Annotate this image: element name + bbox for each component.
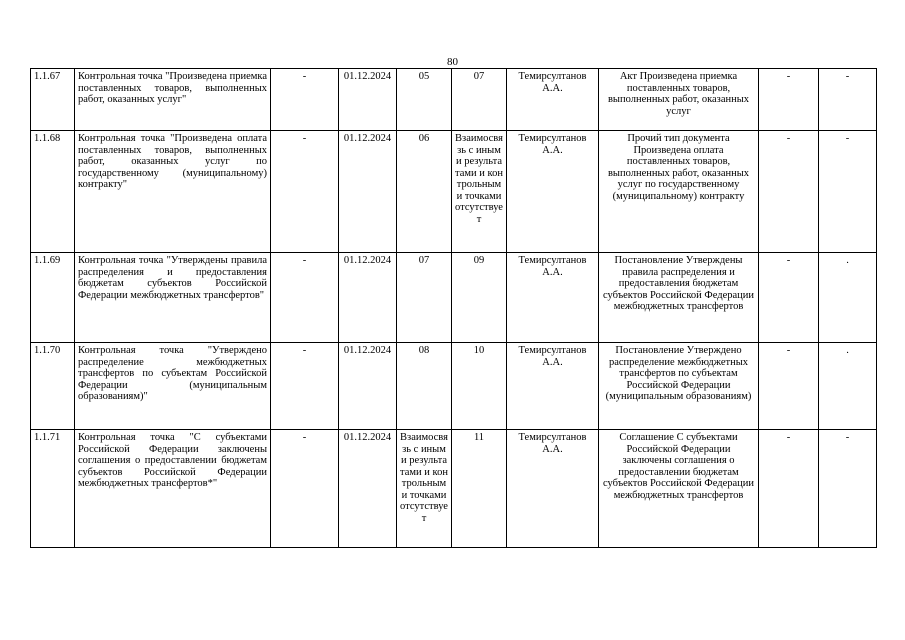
predecessor: 07	[397, 253, 452, 343]
extra-column-2: -	[819, 131, 877, 253]
row-number: 1.1.69	[31, 253, 75, 343]
table-row	[31, 343, 877, 430]
extra-column-1: -	[759, 430, 819, 548]
responsible-person: Темирсултанов А.А.	[507, 131, 599, 253]
successor: 07	[452, 69, 507, 131]
extra-column-2: -	[819, 430, 877, 548]
row-number: 1.1.71	[31, 430, 75, 548]
due-date: 01.12.2024	[339, 69, 397, 131]
successor: Взаимосвязь с иными результатами и контрольными точками отсутствует	[452, 131, 507, 253]
base-value: -	[271, 131, 339, 253]
responsible-person: Темирсултанов А.А.	[507, 343, 599, 430]
extra-column-1: -	[759, 131, 819, 253]
control-points-table	[30, 68, 877, 548]
row-number: 1.1.68	[31, 131, 75, 253]
predecessor: 08	[397, 343, 452, 430]
base-value: -	[271, 253, 339, 343]
document-type: Соглашение С субъектами Российской Федерации заключены соглашения о предоставлении бюджетам субъектов Российской Федерации межбюджетных трансфертов	[599, 430, 759, 548]
extra-column-1: -	[759, 343, 819, 430]
extra-column-1: -	[759, 69, 819, 131]
page-number: 80	[447, 56, 458, 68]
table-row	[31, 430, 877, 548]
control-point-name: Контрольная точка "Произведена оплата поставленных товаров, выполненных работ, оказанных услуг по государственному (муниципальному) контракту"	[75, 131, 271, 253]
extra-column-2: .	[819, 253, 877, 343]
row-number: 1.1.70	[31, 343, 75, 430]
row-number: 1.1.67	[31, 69, 75, 131]
successor: 10	[452, 343, 507, 430]
due-date: 01.12.2024	[339, 253, 397, 343]
extra-column-1: -	[759, 253, 819, 343]
control-point-name: Контрольная точка "С субъектами Российской Федерации заключены соглашения о предоставлении бюджетам субъектов Российской Федерации межбюджетных трансфертов*"	[75, 430, 271, 548]
base-value: -	[271, 430, 339, 548]
predecessor: 06	[397, 131, 452, 253]
control-point-name: Контрольная точка "Произведена приемка поставленных товаров, выполненных работ, оказанных услуг"	[75, 69, 271, 131]
table-row	[31, 69, 877, 131]
document-type: Постановление Утверждено распределение межбюджетных трансфертов по субъектам Российской Федерации (муниципальным образованиям)	[599, 343, 759, 430]
due-date: 01.12.2024	[339, 131, 397, 253]
table-row	[31, 253, 877, 343]
predecessor: 05	[397, 69, 452, 131]
document-type: Прочий тип документа Произведена оплата поставленных товаров, выполненных работ, оказанных услуг по государственному (муниципальному) контракту	[599, 131, 759, 253]
extra-column-2: .	[819, 343, 877, 430]
control-point-name: Контрольная точка "Утверждено распределение межбюджетных трансфертов по субъектам Российской Федерации (муниципальным образованиям)"	[75, 343, 271, 430]
predecessor: Взаимосвязь с иными результатами и контрольными точками отсутствует	[397, 430, 452, 548]
control-point-name: Контрольная точка "Утверждены правила распределения и предоставления бюджетам субъектов Российской Федерации межбюджетных трансфертов"	[75, 253, 271, 343]
extra-column-2: -	[819, 69, 877, 131]
base-value: -	[271, 343, 339, 430]
table-row	[31, 131, 877, 253]
due-date: 01.12.2024	[339, 430, 397, 548]
document-type: Акт Произведена приемка поставленных товаров, выполненных работ, оказанных услуг	[599, 69, 759, 131]
base-value: -	[271, 69, 339, 131]
document-type: Постановление Утверждены правила распределения и предоставления бюджетам субъектов Российской Федерации межбюджетных трансфертов	[599, 253, 759, 343]
successor: 09	[452, 253, 507, 343]
successor: 11	[452, 430, 507, 548]
responsible-person: Темирсултанов А.А.	[507, 69, 599, 131]
responsible-person: Темирсултанов А.А.	[507, 430, 599, 548]
responsible-person: Темирсултанов А.А.	[507, 253, 599, 343]
due-date: 01.12.2024	[339, 343, 397, 430]
